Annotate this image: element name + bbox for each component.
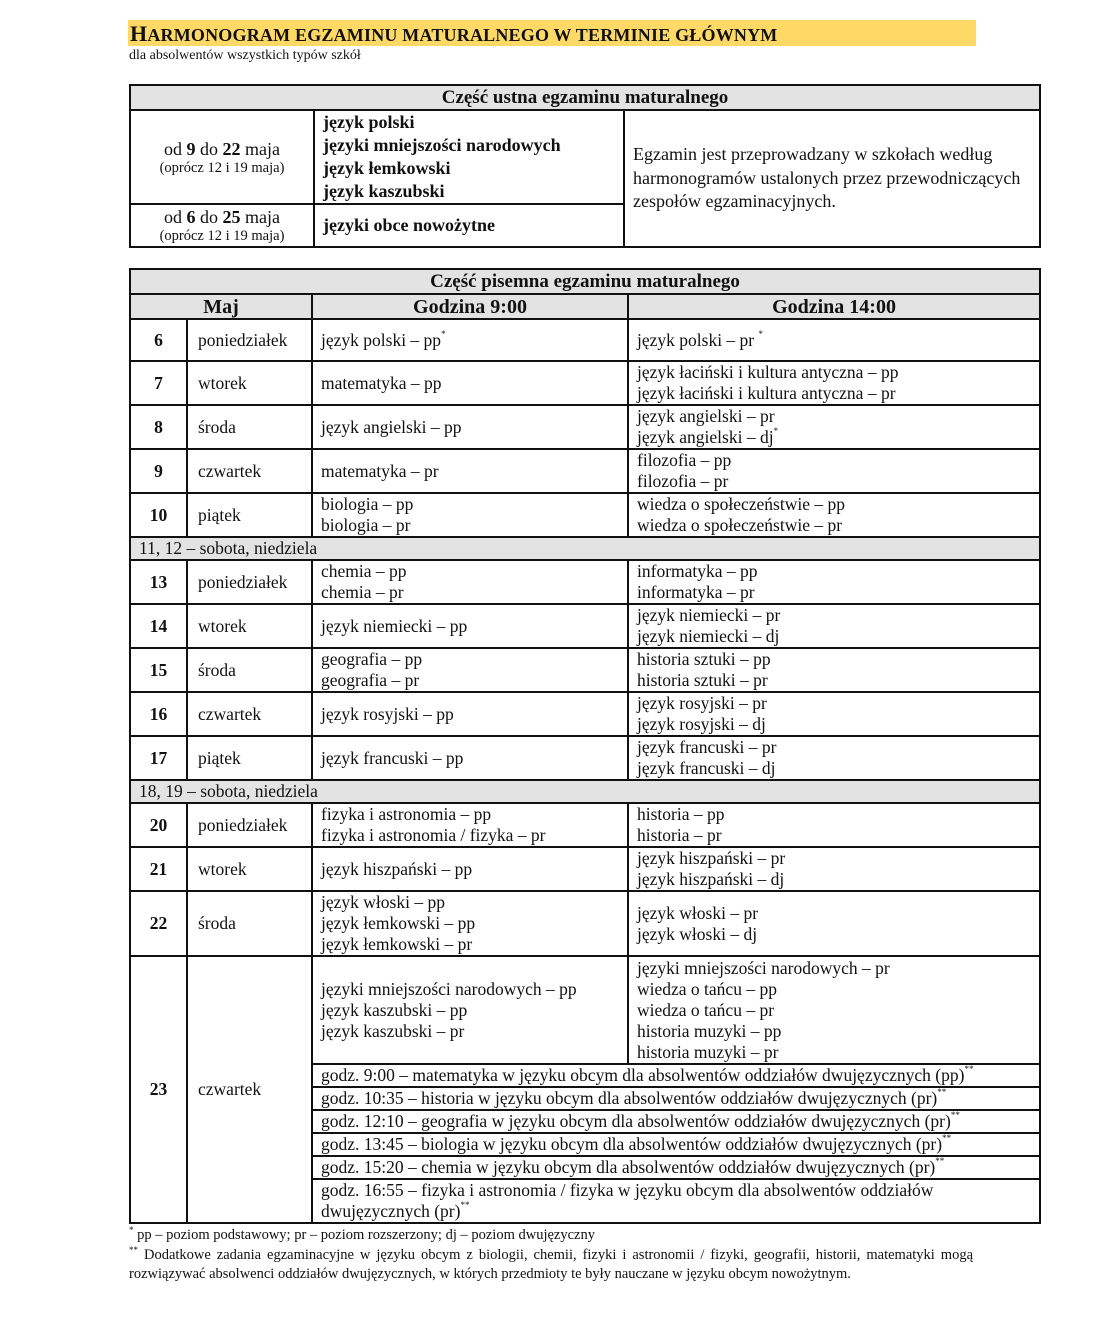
day-number: 10 [130,493,187,537]
table-row [130,736,1040,780]
bilingual-exam: godz. 9:00 – matematyka w języku obcym dla absolwentów oddziałów dwujęzycznych (pp)** [312,1064,1040,1087]
day-number: 16 [130,692,187,736]
day-number: 17 [130,736,187,780]
column-header-month: Maj [130,294,312,319]
table-row [130,319,1040,361]
exam-9am: język hiszpański – pp [312,847,628,891]
exam-2pm: język francuski – pr język francuski – dj [628,736,1040,780]
weekday: wtorek [187,361,312,405]
oral-header: Część ustna egzaminu maturalnego [130,85,1040,110]
weekday: czwartek [187,449,312,493]
exam-9am: fizyka i astronomia – pp fizyka i astronomia / fizyka – pr [312,803,628,847]
oral-description: Egzamin jest przeprowadzany w szkołach według harmonogramów ustalonych przez przewodniczących zespołów egzaminacyjnych. [624,110,1040,247]
table-row [130,692,1040,736]
day-number: 13 [130,560,187,604]
table-row [130,361,1040,405]
weekday: poniedziałek [187,560,312,604]
exam-9am: język niemiecki – pp [312,604,628,648]
weekday: czwartek [187,692,312,736]
table-row [130,560,1040,604]
table-row [130,891,1040,956]
exam-2pm: język polski – pr * [628,319,1040,361]
exam-9am: język włoski – pp język łemkowski – pp język łemkowski – pr [312,891,628,956]
weekday: środa [187,891,312,956]
exam-9am: język rosyjski – pp [312,692,628,736]
day-number: 9 [130,449,187,493]
weekend-row: 11, 12 – sobota, niedziela [130,537,1040,560]
exam-9am: matematyka – pr [312,449,628,493]
bilingual-exam: godz. 12:10 – geografia w języku obcym dla absolwentów oddziałów dwujęzycznych (pr)** [312,1110,1040,1133]
day-number: 20 [130,803,187,847]
footnote-bilingual: ** Dodatkowe zadania egzaminacyjne w języku obcym z biologii, chemii, fizyki i astronomii / fizyki, geografii, historii, matematyki mogą rozwiązywać absolwenci oddziałów dwujęzycznych, w których przedmioty te były nauczane w języku obcym nowożytnym. [129,1244,973,1282]
exam-9am: język angielski – pp [312,405,628,449]
bilingual-exam: godz. 13:45 – biologia w języku obcym dla absolwentów oddziałów dwujęzycznych (pr)** [312,1133,1040,1156]
weekday: wtorek [187,604,312,648]
footnote-levels: * pp – poziom podstawowy; pr – poziom rozszerzony; dj – poziom dwujęzyczny [129,1225,595,1243]
day-number: 14 [130,604,187,648]
weekday: poniedziałek [187,803,312,847]
weekday: czwartek [187,956,312,1223]
bilingual-exam: godz. 16:55 – fizyka i astronomia / fizyka w języku obcym dla absolwentów oddziałów dwujęzycznych (pr)** [312,1179,1040,1223]
oral-date-range: od 9 do 22 maja (oprócz 12 i 19 maja) [130,110,314,204]
day-number: 21 [130,847,187,891]
exam-2pm: historia sztuki – pp historia sztuki – pr [628,648,1040,692]
weekday: piątek [187,736,312,780]
day-number: 6 [130,319,187,361]
exam-9am: język francuski – pp [312,736,628,780]
table-row [130,449,1040,493]
document-subtitle: dla absolwentów wszystkich typów szkół [129,48,361,63]
column-header-2pm: Godzina 14:00 [628,294,1040,319]
table-row [130,604,1040,648]
exam-2pm: język hiszpański – pr język hiszpański – dj [628,847,1040,891]
footnotes [129,1226,973,1285]
column-header-9am: Godzina 9:00 [312,294,628,319]
exam-2pm: język łaciński i kultura antyczna – pp język łaciński i kultura antyczna – pr [628,361,1040,405]
exam-9am: język polski – pp* [312,319,628,361]
exam-2pm: język rosyjski – pr język rosyjski – dj [628,692,1040,736]
exam-9am: biologia – pp biologia – pr [312,493,628,537]
oral-exam-table [129,84,1041,248]
table-row [130,956,1040,1064]
day-number: 8 [130,405,187,449]
exam-2pm: język angielski – pr język angielski – dj* [628,405,1040,449]
exam-2pm: wiedza o społeczeństwie – pp wiedza o społeczeństwie – pr [628,493,1040,537]
bilingual-exam: godz. 10:35 – historia w języku obcym dla absolwentów oddziałów dwujęzycznych (pr)** [312,1087,1040,1110]
document-title: HARMONOGRAM EGZAMINU MATURALNEGO W TERMINIE GŁÓWNYM [128,20,976,46]
exam-2pm: informatyka – pp informatyka – pr [628,560,1040,604]
oral-subject-list: język polski języki mniejszości narodowych język łemkowski język kaszubski [314,110,624,204]
weekday: poniedziałek [187,319,312,361]
weekday: piątek [187,493,312,537]
exam-9am: chemia – pp chemia – pr [312,560,628,604]
table-row [130,405,1040,449]
exam-2pm: filozofia – pp filozofia – pr [628,449,1040,493]
weekday: środa [187,648,312,692]
exam-2pm: języki mniejszości narodowych – pr wiedza o tańcu – pp wiedza o tańcu – pr historia muzyki – pp historia muzyki – pr [628,956,1040,1064]
oral-date-range: od 6 do 25 maja (oprócz 12 i 19 maja) [130,204,314,247]
exam-9am: geografia – pp geografia – pr [312,648,628,692]
weekday: środa [187,405,312,449]
bilingual-exam: godz. 15:20 – chemia w języku obcym dla absolwentów oddziałów dwujęzycznych (pr)** [312,1156,1040,1179]
exam-9am: matematyka – pp [312,361,628,405]
exam-2pm: język włoski – pr język włoski – dj [628,891,1040,956]
table-row [130,803,1040,847]
day-number: 22 [130,891,187,956]
day-number: 7 [130,361,187,405]
written-exam-table [129,268,1041,1224]
weekend-row: 18, 19 – sobota, niedziela [130,780,1040,803]
table-row [130,493,1040,537]
written-header: Część pisemna egzaminu maturalnego [130,269,1040,294]
day-number: 15 [130,648,187,692]
weekday: wtorek [187,847,312,891]
oral-subject-list: języki obce nowożytne [314,204,624,247]
day-number: 23 [130,956,187,1223]
exam-2pm: język niemiecki – pr język niemiecki – dj [628,604,1040,648]
table-row [130,847,1040,891]
exam-2pm: historia – pp historia – pr [628,803,1040,847]
table-row [130,648,1040,692]
exam-9am: języki mniejszości narodowych – pp język kaszubski – pp język kaszubski – pr [312,956,628,1064]
